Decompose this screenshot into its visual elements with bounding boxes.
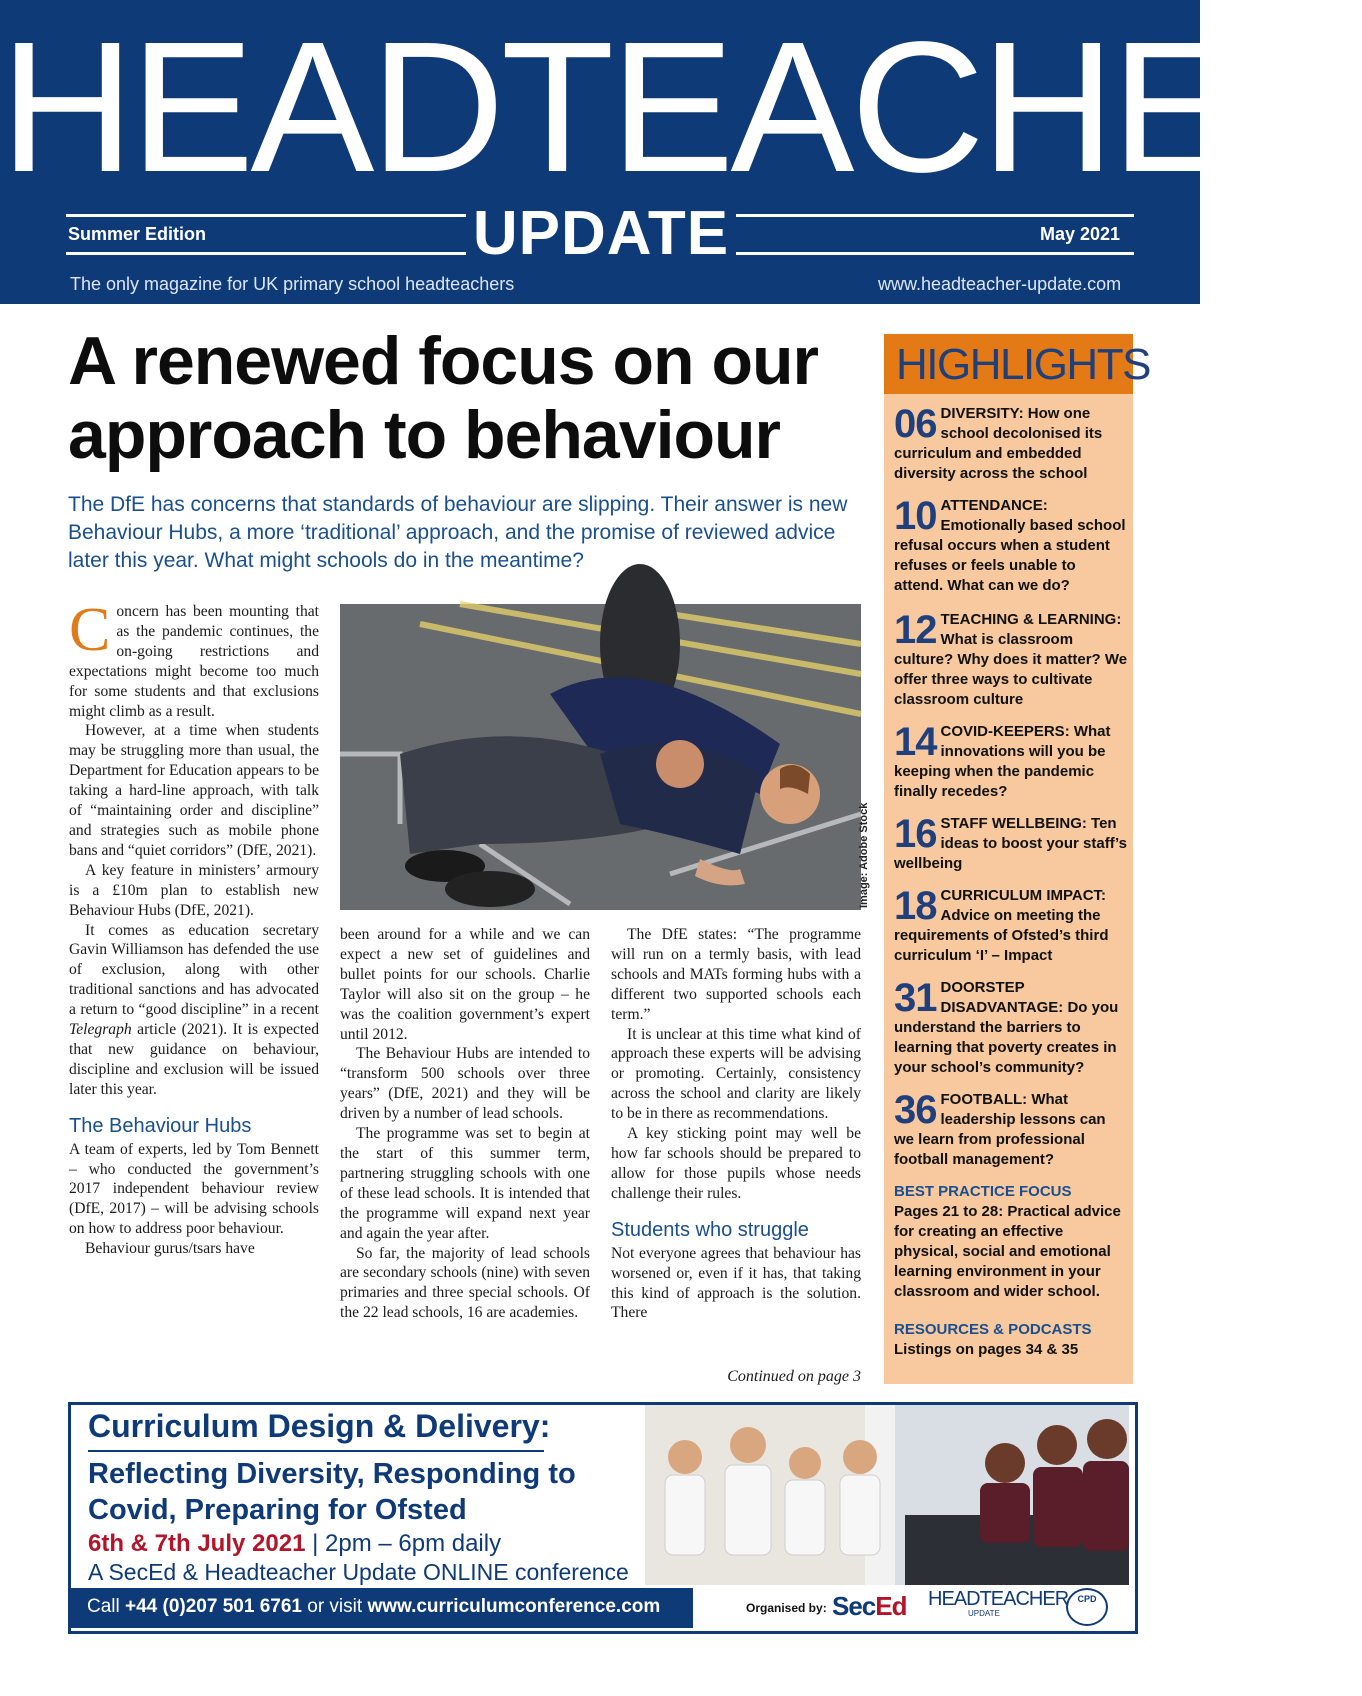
paragraph: However, at a time when students may be struggling more than usual, the Department for Education appears to be taking a hard-line approach, with talk of “maintaining order and discipline” and strategies such as mobile phone bans and “quiet corridors” (DfE, 2021). xyxy=(69,722,319,859)
paragraph: Behaviour gurus/tsars have xyxy=(85,1240,255,1258)
conference-url: www.curriculumconference.com xyxy=(367,1596,661,1617)
best-practice-text: Pages 21 to 28: Practical advice for creating an effective physical, social and emotional learning environment in your classroom and wider school. xyxy=(894,1203,1121,1300)
page-number: 10 xyxy=(894,494,937,538)
photo-credit: Image: Adobe Stock xyxy=(858,802,870,908)
advert-date: 6th & 7th July 2021 | 2pm – 6pm daily xyxy=(88,1530,502,1557)
paragraph: A key feature in ministers’ armoury is a £10m plan to establish new Behaviour Hubs (DfE, 2021). xyxy=(69,861,319,919)
photo-illustration xyxy=(340,604,861,910)
highlight-item[interactable] xyxy=(894,496,1128,596)
masthead-rule-left-bottom xyxy=(66,252,466,255)
masthead-update: UPDATE xyxy=(472,199,730,268)
highlight-text: COVID-KEEPERS: What innovations will you be keeping when the pandemic finally recedes? xyxy=(894,723,1111,800)
subhead-behaviour-hubs: The Behaviour Hubs xyxy=(69,1114,252,1137)
best-practice-focus[interactable] xyxy=(894,1182,1128,1302)
page-number: 14 xyxy=(894,720,937,764)
highlight-text: STAFF WELLBEING: Ten ideas to boost your staff’s wellbeing xyxy=(894,815,1127,872)
advert-title: Curriculum Design & Delivery: xyxy=(88,1408,551,1444)
paragraph: A key sticking point may well be how far schools should be prepared to allow for those pupils whose needs challenge their rules. xyxy=(611,1125,861,1202)
highlight-text: TEACHING & LEARNING: What is classroom culture? Why does it matter? We offer three ways to cultivate classroom culture xyxy=(894,611,1128,708)
highlight-item[interactable] xyxy=(894,404,1128,484)
highlight-item[interactable] xyxy=(894,978,1128,1078)
advert-call-text[interactable]: Call +44 (0)207 501 6761 or visit www.curriculumconference.com xyxy=(87,1596,661,1617)
paragraph: The Behaviour Hubs are intended to “transform 500 schools over three years” (DfE, 2021) and they will be driven by a number of lead schools. xyxy=(340,1045,590,1123)
standfirst: The DfE has concerns that standards of behaviour are slipping. Their answer is new Behaviour Hubs, a more ‘traditional’ approach, and the promise of reviewed advice later this year. What might schools do in the meantime? xyxy=(68,493,848,572)
best-practice-title: BEST PRACTICE FOCUS xyxy=(894,1183,1072,1200)
advert-illustration xyxy=(645,1405,1129,1585)
continued-link[interactable]: Continued on page 3 xyxy=(727,1368,861,1385)
headline-line-1: A renewed focus on our xyxy=(68,323,819,399)
paragraph: The DfE states: “The programme will run on a termly basis, with lead schools and MATs forming hubs with a different two supported schools each term.” xyxy=(611,926,861,1023)
page-number: 31 xyxy=(894,976,937,1020)
tagline: The only magazine for UK primary school headteachers xyxy=(70,274,515,294)
paragraph: The programme was set to begin at the start of this summer term, partnering struggling schools with one of these lead schools. It is intended that the programme will expand next year and again the year after. xyxy=(340,1125,590,1242)
subhead-students-who-struggle: Students who struggle xyxy=(611,1218,809,1241)
article-column-3 xyxy=(611,925,861,1323)
paragraph: Not everyone agrees that behaviour has worsened or, even if it has, that taking this kind of approach is the solution. There xyxy=(611,1244,861,1322)
edition-label: Summer Edition xyxy=(68,224,207,244)
paragraph: So far, the majority of lead schools are secondary schools (nine) with seven primaries and three special schools. Of the 22 lead schools, 16 are academies. xyxy=(340,1244,590,1322)
drop-cap: C xyxy=(69,596,111,664)
masthead-rule-right-bottom xyxy=(736,252,1134,255)
highlight-item[interactable] xyxy=(894,814,1128,874)
headteacher-update-logo: HEADTEACHER xyxy=(928,1588,1069,1610)
highlight-text: FOOTBALL: What leadership lessons can we learn from professional football management? xyxy=(894,1091,1106,1168)
advert-time: 2pm – 6pm daily xyxy=(325,1530,502,1557)
article-headline xyxy=(68,324,868,472)
cpd-badge-text: CPD xyxy=(1077,1594,1097,1604)
headline-line-2: approach to behaviour xyxy=(68,397,780,473)
masthead-rule-left-top xyxy=(66,214,466,217)
article-column-2 xyxy=(340,925,590,1323)
masthead-rule-right-top xyxy=(736,214,1134,217)
paragraph: It is unclear at this time what kind of approach these experts will be advising or promoting. Certainly, consistency across the school and clarity are likely to be in there as recommendations. xyxy=(611,1025,861,1123)
highlight-item[interactable] xyxy=(894,886,1128,966)
page-number: 16 xyxy=(894,812,937,856)
paragraph: oncern has been mounting that as the pandemic continues, the on-going restrictions and expectations might become too much for some students and that exclusions might climb as a result. xyxy=(69,603,319,720)
resources-text: Listings on pages 34 & 35 xyxy=(894,1341,1079,1358)
paragraph: been around for a while and we can expect a new set of guidelines and bullet points for our schools. Charlie Taylor will also sit on the group – he was the coalition government’s expert until 2012. xyxy=(340,926,590,1043)
highlight-item[interactable] xyxy=(894,1090,1128,1170)
resources-title: RESOURCES & PODCASTS xyxy=(894,1321,1092,1338)
website-link[interactable]: www.headteacher-update.com xyxy=(878,274,1122,294)
advert-photo xyxy=(645,1405,1129,1585)
organised-by-label: Organised by: xyxy=(746,1601,827,1615)
paragraph: A team of experts, led by Tom Bennett – who conducted the government’s 2017 independent behaviour review (DfE, 2017) – will be advising schools on how to address poor behaviour. xyxy=(69,1140,319,1238)
highlights-title: HIGHLIGHTS xyxy=(896,340,1150,389)
issue-date: May 2021 xyxy=(1040,224,1121,244)
highlight-item[interactable] xyxy=(894,722,1128,802)
paragraph: It comes as education secretary Gavin Williamson has defended the use of exclusion, along with other traditional sanctions and has advocated a return to “good discipline” in a recent Telegraph article (2021). It is expected that new guidance on behaviour, discipline and exclusion will be issued later this year. xyxy=(69,921,319,1098)
page-number: 12 xyxy=(894,608,937,652)
advert-title-underline xyxy=(88,1450,544,1452)
headteacher-update-logo-sub: UPDATE xyxy=(968,1609,1000,1618)
page-number: 18 xyxy=(894,884,937,928)
highlight-item[interactable] xyxy=(894,610,1128,710)
highlight-text: DIVERSITY: How one school decolonised its curriculum and embedded diversity across the school xyxy=(894,405,1103,482)
advert-subtitle-2: Covid, Preparing for Ofsted xyxy=(88,1494,467,1526)
article-photo xyxy=(340,604,861,910)
advert-date-text: 6th & 7th July 2021 xyxy=(88,1530,306,1557)
article-column-1 xyxy=(69,596,319,1259)
highlight-text: DOORSTEP DISADVANTAGE: Do you understand the barriers to learning that poverty creates in your school’s community? xyxy=(894,979,1119,1076)
phone-number: +44 (0)207 501 6761 xyxy=(125,1596,302,1617)
advert-subtitle-1: Reflecting Diversity, Responding to xyxy=(88,1458,576,1490)
highlight-text: CURRICULUM IMPACT: Advice on meeting the requirements of Ofsted’s third curriculum ‘I’ – Impact xyxy=(894,887,1109,964)
resources-podcasts[interactable] xyxy=(894,1320,1128,1360)
page-number: 06 xyxy=(894,402,937,446)
page-number: 36 xyxy=(894,1088,937,1132)
seced-logo: SecEd xyxy=(832,1591,907,1621)
highlight-text: ATTENDANCE: Emotionally based school refusal occurs when a student refuses or feels unable to attend. What can we do? xyxy=(894,497,1126,594)
masthead-title: HEADTEACHER xyxy=(0,4,1362,211)
advert-online-note: A SecEd & Headteacher Update ONLINE conference xyxy=(88,1559,629,1585)
